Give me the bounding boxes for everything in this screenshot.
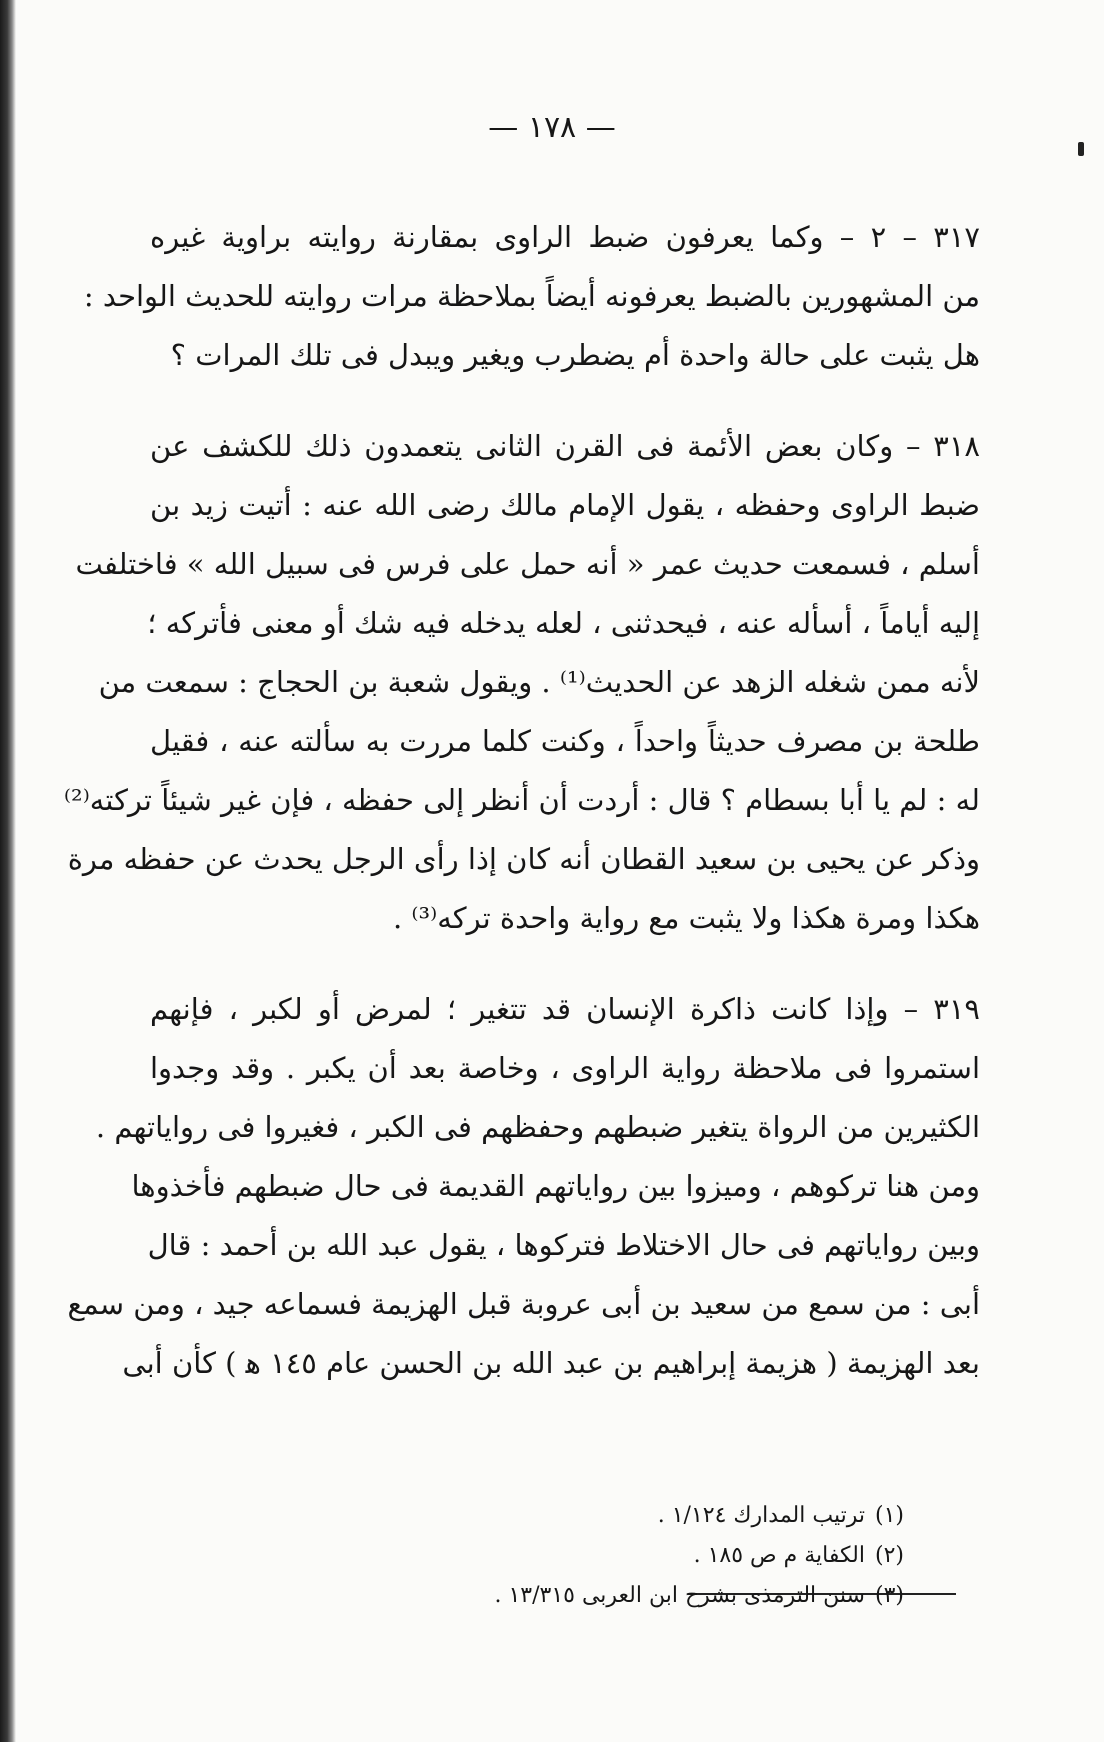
footnote-text: ترتيب المدارك ١/١٢٤ . [657, 1503, 865, 1528]
binding-edge [0, 0, 16, 1742]
text-line: له : لم يا أبا بسطام ؟ قال : أردت أن أنظر إلى حفظه ، فإن غير شيئاً تركته⁽²⁾ [63, 783, 980, 817]
page-number: — ١٧٨ — [488, 110, 616, 145]
paragraph-317 [83, 208, 981, 385]
text-line: ومن هنا تركوهم ، وميزوا بين رواياتهم القديمة فى حال ضبطهم فأخذوها [131, 1169, 980, 1203]
footnote-1 [420, 1496, 904, 1536]
text-line: استمروا فى ملاحظة رواية الراوى ، وخاصة بعد أن يكبر . وقد وجدوا [150, 1051, 980, 1085]
footnote-3 [420, 1576, 904, 1616]
text-line: إليه أياماً ، أسأله عنه ، فيحدثنى ، لعله يدخله فيه شك أو معنى فأتركه ؛ [147, 606, 980, 640]
text-line: وذكر عن يحيى بن سعيد القطان أنه كان إذا رأى الرجل يحدث عن حفظه مرة [67, 842, 980, 876]
body-text [63, 208, 981, 1425]
footnotes [420, 1496, 904, 1616]
paragraph-319 [67, 980, 980, 1393]
footnote-text: الكفاية م ص ١٨٥ . [693, 1543, 865, 1568]
footnote-number: (١) [874, 1503, 904, 1528]
footnote-number: (٣) [874, 1583, 904, 1608]
text-line: هل يثبت على حالة واحدة أم يضطرب ويغير ويبدل فى تلك المرات ؟ [170, 338, 980, 372]
text-line: طلحة بن مصرف حديثاً واحداً ، وكنت كلما مررت به سألته عنه ، فقيل [150, 724, 980, 758]
text-line: لأنه ممن شغله الزهد عن الحديث⁽¹⁾ . ويقول شعبة بن الحجاج : سمعت من [98, 665, 980, 699]
text-line: هكذا ومرة هكذا ولا يثبت مع رواية واحدة تركه⁽³⁾ . [392, 901, 980, 935]
footnote-text: سنن الترمذى بشرح ابن العربى ١٣/٣١٥ . [494, 1583, 865, 1608]
text-line: ٣١٩ – وإذا كانت ذاكرة الإنسان قد تتغير ؛ لمرض أو لكبر ، فإنهم [150, 992, 980, 1026]
text-line: ضبط الراوى وحفظه ، يقول الإمام مالك رضى الله عنه : أتيت زيد بن [150, 488, 980, 522]
text-line: ٣١٧ – ٢ – وكما يعرفون ضبط الراوى بمقارنة روايته براوية غيره [150, 220, 981, 254]
text-line: أسلم ، فسمعت حديث عمر « أنه حمل على فرس فى سبيل الله » فاختلفت [75, 547, 980, 581]
paragraph-318 [63, 417, 980, 948]
text-line: بعد الهزيمة ( هزيمة إبراهيم بن عبد الله بن الحسن عام ١٤٥ ﻫ ) كأن أبى [122, 1346, 980, 1380]
footnote-number: (٢) [874, 1543, 904, 1568]
text-line: أبى : من سمع من سعيد بن أبى عروبة قبل الهزيمة فسماعه جيد ، ومن سمع [67, 1287, 980, 1321]
text-line: وبين رواياتهم فى حال الاختلاط فتركوها ، يقول عبد الله بن أحمد : قال [147, 1228, 980, 1262]
text-line: ٣١٨ – وكان بعض الأئمة فى القرن الثانى يتعمدون ذلك للكشف عن [150, 429, 980, 463]
text-line: من المشهورين بالضبط يعرفونه أيضاً بملاحظة مرات روايته للحديث الواحد : [83, 279, 980, 313]
footnote-2 [420, 1536, 904, 1576]
text-line: الكثيرين من الرواة يتغير ضبطهم وحفظهم فى الكبر ، فغيروا فى رواياتهم . [95, 1110, 980, 1144]
